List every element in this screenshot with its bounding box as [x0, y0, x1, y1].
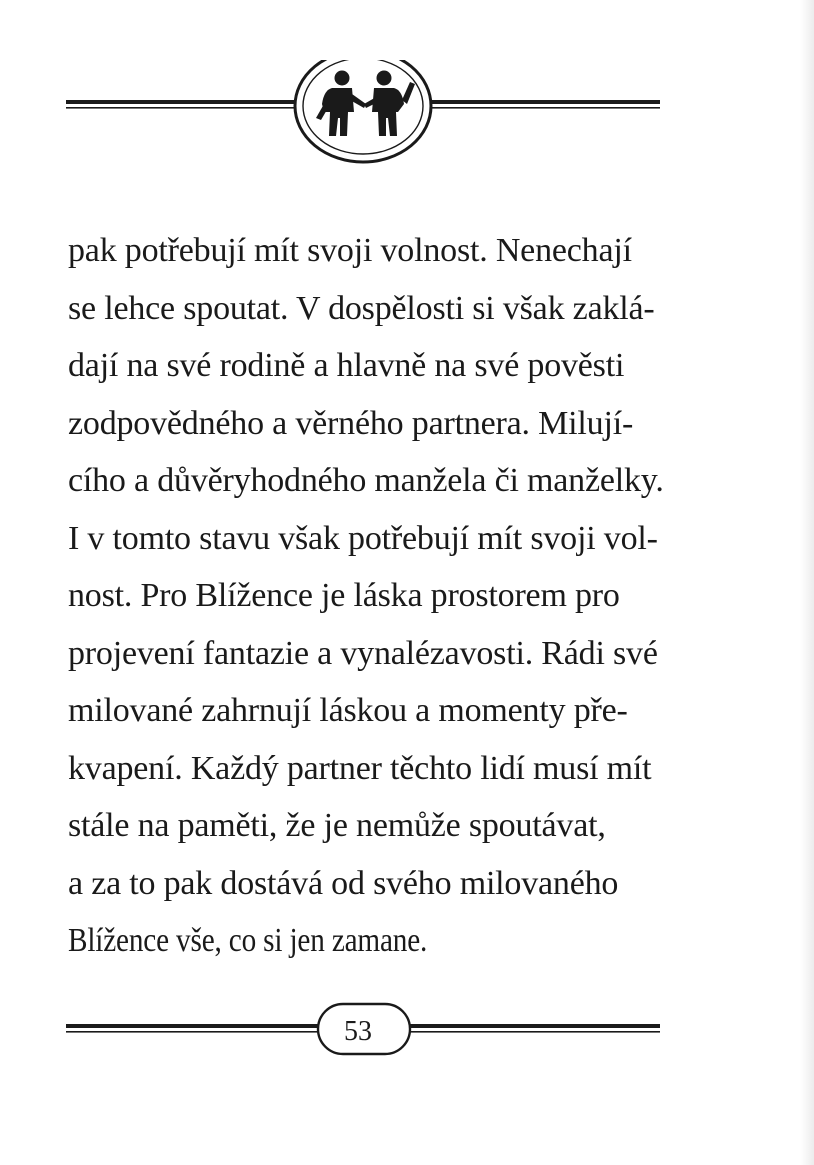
header-ornament: [66, 60, 660, 170]
text-line-10: kvapení. Každý partner těchto lidí musí mít: [68, 749, 652, 787]
text-line-13: Blížence vše, co si jen zamane.: [68, 922, 428, 959]
text-line-6: I v tomto stavu však potřebují mít svoji vol-: [68, 519, 658, 557]
text-line-2: se lehce spoutat. V dospělosti si však zaklá-: [68, 289, 655, 327]
text-line-8: projevení fantazie a vynalézavosti. Rádi své: [68, 634, 658, 672]
text-line-9: milované zahrnují láskou a momenty pře-: [68, 692, 628, 729]
body-text: [68, 222, 670, 970]
text-line-4: zodpovědného a věrného partnera. Milují-: [68, 404, 634, 442]
text-line-7: nost. Pro Blížence je láska prostorem pro: [68, 577, 620, 614]
text-line-12: a za to pak dostává od svého milovaného: [68, 864, 619, 902]
text-line-5: cího a důvěryhodného manžela či manželky.: [68, 462, 664, 499]
text-line-1: pak potřebují mít svoji volnost. Nenechají: [68, 232, 632, 269]
text-line-3: dají na své rodině a hlavně na své pověsti: [68, 347, 625, 384]
header-ornament-graphic: [66, 60, 660, 170]
page-number: 53: [344, 1016, 372, 1047]
text-line-11: stále na paměti, že je nemůže spoutávat,: [68, 807, 606, 844]
page-edge-shadow: [800, 0, 814, 1165]
